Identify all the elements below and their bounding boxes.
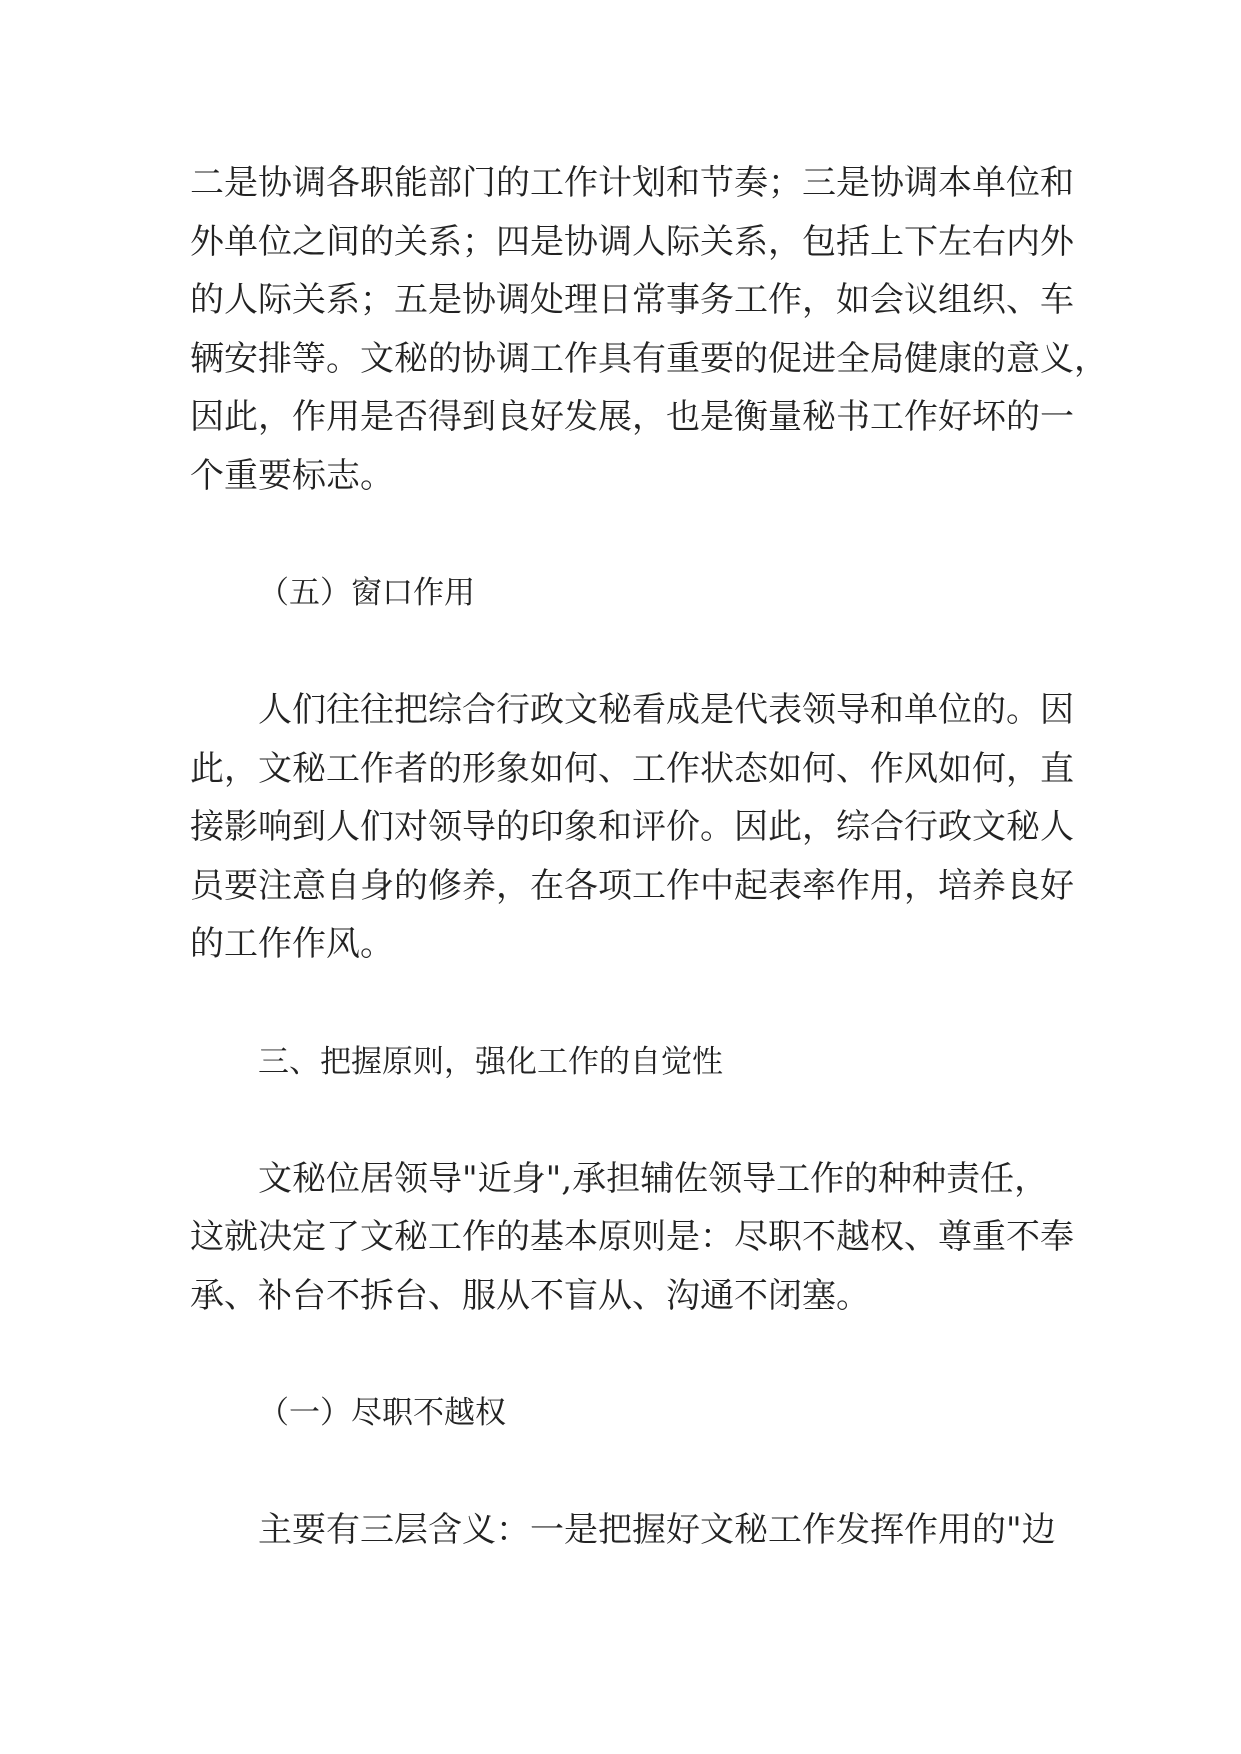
text-line: 个重要标志。 <box>190 455 394 496</box>
document-page <box>190 154 1108 1560</box>
paragraph-gap <box>190 1442 1060 1501</box>
text-line: 承、补台不拆台、服从不盲从、沟通不闭塞。 <box>190 1275 870 1316</box>
paragraph-window-role <box>190 681 1074 974</box>
paragraph-gap <box>190 974 1060 1033</box>
paragraph-gap <box>190 1325 1060 1384</box>
text-line: 文秘位居领导"近身",承担辅佐领导工作的种种责任， <box>258 1158 1049 1199</box>
text-line: 人们往往把综合行政文秘看成是代表领导和单位的。因 <box>258 690 1074 730</box>
paragraph-duty <box>190 1501 1060 1560</box>
text-line: 接影响到人们对领导的印象和评价。因此，综合行政文秘人 <box>190 807 1074 847</box>
text-line: 这就决定了文秘工作的基本原则是：尽职不越权、尊重不奉 <box>190 1217 1074 1257</box>
text-line: 的人际关系；五是协调处理日常事务工作，如会议组织、车 <box>190 280 1074 320</box>
section-heading-principles: 三、把握原则，强化工作的自觉性 <box>258 1043 723 1080</box>
text-line: 二是协调各职能部门的工作计划和节奏；三是协调本单位和 <box>190 163 1074 203</box>
text-line: 辆安排等。文秘的协调工作具有重要的促进全局健康的意义， <box>190 338 1108 379</box>
text-line: 的工作作风。 <box>190 924 394 964</box>
paragraph-principles <box>190 1150 1074 1326</box>
text-line: 主要有三层含义：一是把握好文秘工作发挥作用的"边 <box>258 1510 1056 1550</box>
section-heading-duty: （一）尽职不越权 <box>258 1395 506 1431</box>
section-heading-window-role: （五）窗口作用 <box>258 575 475 611</box>
text-line: 因此，作用是否得到良好发展，也是衡量秘书工作好坏的一 <box>190 397 1074 437</box>
text-line: 外单位之间的关系；四是协调人际关系，包括上下左右内外 <box>190 221 1074 262</box>
text-line: 员要注意自身的修养，在各项工作中起表率作用，培养良好 <box>190 865 1074 906</box>
text-line: 此，文秘工作者的形象如何、工作状态如何、作风如何，直 <box>190 748 1074 789</box>
paragraph-gap <box>190 622 1060 681</box>
paragraph-gap <box>190 1091 1060 1150</box>
paragraph-coordination <box>190 154 1108 505</box>
paragraph-gap <box>190 505 1060 564</box>
